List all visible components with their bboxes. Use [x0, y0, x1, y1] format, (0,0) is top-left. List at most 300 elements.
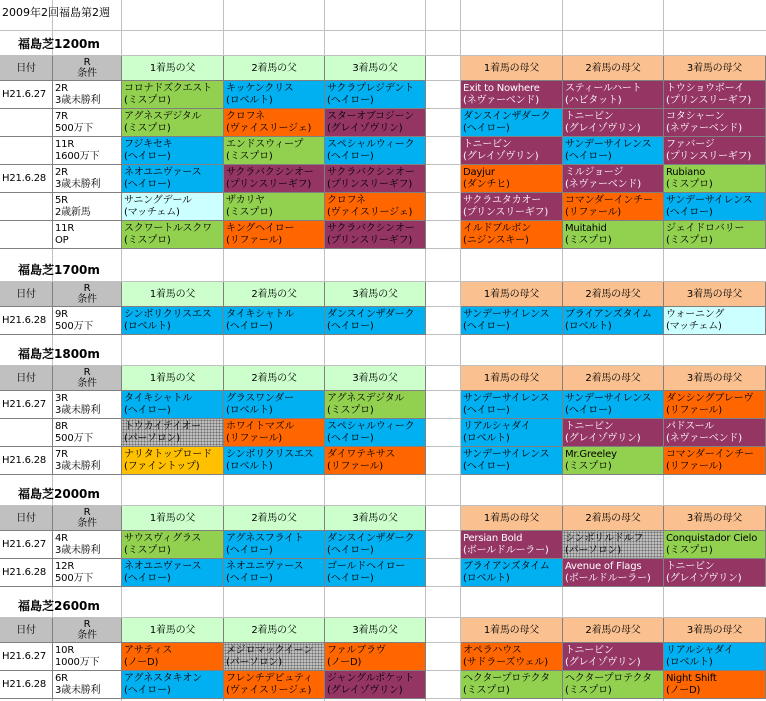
- sire-lineage: (ヴァイスリージェ): [226, 123, 312, 134]
- header-sire-3[interactable]: [325, 56, 426, 81]
- sire-name: アグネスデジタル: [124, 111, 202, 122]
- header-date-label: 日付: [16, 289, 36, 300]
- dam-sire-lineage: (ミスプロ): [463, 685, 510, 696]
- sire-cell[interactable]: [122, 307, 224, 335]
- sire-name: アサティス: [124, 645, 173, 656]
- sire-cell[interactable]: [325, 447, 426, 475]
- header-dam-sire-label: 2着馬の母父: [585, 289, 641, 300]
- header-date[interactable]: [0, 56, 53, 81]
- dam-sire-cell[interactable]: [563, 391, 664, 419]
- race-condition: 500万下: [55, 321, 94, 332]
- dam-sire-name: ファバージ: [666, 139, 715, 150]
- dam-sire-cell[interactable]: [563, 307, 664, 335]
- dam-sire-name: Dayjur: [463, 167, 495, 178]
- sire-cell[interactable]: [325, 307, 426, 335]
- dam-sire-cell[interactable]: [563, 193, 664, 221]
- dam-sire-lineage: (ヘイロー): [463, 461, 510, 472]
- sire-cell[interactable]: [224, 391, 325, 419]
- header-date-label: 日付: [16, 625, 36, 636]
- sire-cell[interactable]: [224, 137, 325, 165]
- header-sire-2[interactable]: [224, 282, 325, 307]
- dam-sire-name: トウショウボーイ: [666, 83, 745, 94]
- race-date-cell[interactable]: [0, 559, 53, 587]
- header-dam-sire-1[interactable]: [461, 56, 563, 81]
- sire-cell[interactable]: [224, 643, 325, 671]
- sire-lineage: (ヘイロー): [124, 151, 171, 162]
- header-dam-sire-2[interactable]: [563, 366, 664, 391]
- dam-sire-name: コマンダーインチー: [565, 195, 653, 206]
- header-dam-sire-2[interactable]: [563, 282, 664, 307]
- dam-sire-name: サンデーサイレンス: [565, 139, 652, 150]
- header-sire-label: 2着馬の父: [251, 63, 297, 74]
- sire-cell[interactable]: [122, 391, 224, 419]
- sire-cell[interactable]: [122, 643, 224, 671]
- header-sire-3[interactable]: [325, 366, 426, 391]
- sire-name: ゴールドヘイロー: [327, 561, 406, 572]
- race-cell[interactable]: [53, 643, 122, 671]
- dam-sire-cell[interactable]: [664, 671, 766, 699]
- dam-sire-cell[interactable]: [563, 165, 664, 193]
- header-race-r: R: [83, 283, 91, 294]
- race-number: 4R: [55, 533, 68, 544]
- header-race-r: R: [83, 367, 91, 378]
- sire-cell[interactable]: [325, 643, 426, 671]
- dam-sire-name: パドスール: [666, 421, 714, 432]
- dam-sire-cell[interactable]: [563, 447, 664, 475]
- dam-sire-lineage: (ミスプロ): [565, 235, 612, 246]
- sire-name: ザカリヤ: [226, 195, 265, 206]
- dam-sire-lineage: (ネヴァーベンド): [565, 179, 641, 190]
- header-sire-3[interactable]: [325, 618, 426, 643]
- sire-cell[interactable]: [325, 221, 426, 249]
- sire-cell[interactable]: [122, 419, 224, 447]
- sire-lineage: (グレイゾヴリン): [327, 685, 403, 696]
- dam-sire-lineage: (ミスプロ): [666, 235, 713, 246]
- sire-cell[interactable]: [224, 559, 325, 587]
- dam-sire-cell[interactable]: [664, 559, 766, 587]
- header-dam-sire-label: 1着馬の母父: [483, 63, 540, 74]
- race-cell[interactable]: [53, 307, 122, 335]
- sire-name: キングヘイロー: [226, 223, 295, 234]
- dam-sire-cell[interactable]: [461, 193, 563, 221]
- sire-cell[interactable]: [224, 419, 325, 447]
- header-dam-sire-3[interactable]: [664, 366, 766, 391]
- header-sire-label: 2着馬の父: [251, 289, 297, 300]
- dam-sire-cell[interactable]: [664, 109, 766, 137]
- dam-sire-name: ダンシングブレーヴ: [666, 393, 754, 404]
- header-race[interactable]: [53, 56, 122, 81]
- dam-sire-name: イルドブルボン: [463, 223, 531, 234]
- dam-sire-lineage: (ネヴァーベンド): [666, 433, 742, 444]
- dam-sire-name: ミルジョージ: [565, 167, 624, 178]
- header-sire-1[interactable]: [122, 506, 224, 531]
- header-date-label: 日付: [16, 513, 36, 524]
- header-dam-sire-label: 1着馬の母父: [483, 373, 540, 384]
- race-cell[interactable]: [53, 81, 122, 109]
- sire-lineage: (ノーD): [124, 657, 159, 668]
- dam-sire-lineage: (リファール): [666, 405, 723, 416]
- header-dam-sire-1[interactable]: [461, 282, 563, 307]
- race-cell[interactable]: [53, 193, 122, 221]
- sire-cell[interactable]: [325, 531, 426, 559]
- sire-cell[interactable]: [122, 193, 224, 221]
- sire-cell[interactable]: [325, 137, 426, 165]
- header-date[interactable]: [0, 618, 53, 643]
- sire-cell[interactable]: [325, 193, 426, 221]
- race-number: 12R: [55, 561, 75, 572]
- sire-name: エンドスウィープ: [226, 139, 304, 150]
- dam-sire-cell[interactable]: [461, 307, 563, 335]
- dam-sire-lineage: (ボールドルーラー): [463, 545, 549, 556]
- header-race[interactable]: [53, 282, 122, 307]
- sire-name: コロナドズクエスト: [124, 83, 212, 94]
- sire-lineage: (パーソロン): [124, 433, 181, 444]
- race-condition: 500万下: [55, 123, 94, 134]
- sire-lineage: (ファイントップ): [124, 461, 200, 472]
- dam-sire-name: ブライアンズタイム: [565, 309, 652, 320]
- sire-lineage: (ヘイロー): [124, 685, 171, 696]
- race-cell[interactable]: [53, 109, 122, 137]
- dam-sire-lineage: (ネヴァーベンド): [666, 123, 742, 134]
- sire-lineage: (プリンスリーギフ): [327, 235, 413, 246]
- header-date-label: 日付: [16, 373, 36, 384]
- sire-cell[interactable]: [325, 559, 426, 587]
- race-date-cell[interactable]: [0, 643, 53, 671]
- dam-sire-cell[interactable]: [664, 221, 766, 249]
- dam-sire-name: コタシャーン: [666, 111, 725, 122]
- sire-cell[interactable]: [325, 109, 426, 137]
- sire-name: スペシャルウィーク: [327, 421, 415, 432]
- header-sire-label: 3着馬の父: [352, 373, 398, 384]
- race-number: 7R: [55, 449, 68, 460]
- header-sire-2[interactable]: [224, 56, 325, 81]
- dam-sire-cell[interactable]: [664, 137, 766, 165]
- dam-sire-name: Exit to Nowhere: [463, 83, 540, 94]
- sire-lineage: (ヘイロー): [327, 151, 374, 162]
- sire-cell[interactable]: [224, 109, 325, 137]
- header-date[interactable]: [0, 506, 53, 531]
- sire-name: ダンスインザダーク: [327, 533, 415, 544]
- sire-name: ジャングルポケット: [327, 673, 414, 684]
- dam-sire-name: シンボリルドルフ: [565, 533, 644, 544]
- race-date-cell[interactable]: [0, 447, 53, 475]
- sire-cell[interactable]: [325, 671, 426, 699]
- sire-cell[interactable]: [224, 671, 325, 699]
- race-cell[interactable]: [53, 419, 122, 447]
- sire-cell[interactable]: [224, 81, 325, 109]
- header-sire-3[interactable]: [325, 282, 426, 307]
- header-dam-sire-1[interactable]: [461, 618, 563, 643]
- dam-sire-name: サクラユタカオー: [463, 195, 541, 206]
- dam-sire-cell[interactable]: [664, 193, 766, 221]
- sire-name: サクラバクシンオー: [226, 167, 314, 178]
- sire-name: ダンスインザダーク: [327, 309, 415, 320]
- sire-name: ナリタトップロード: [124, 449, 212, 460]
- sire-cell[interactable]: [122, 221, 224, 249]
- header-sire-1[interactable]: [122, 56, 224, 81]
- race-cell[interactable]: [53, 559, 122, 587]
- race-date-cell[interactable]: [0, 165, 53, 193]
- sire-cell[interactable]: [224, 221, 325, 249]
- sire-lineage: (ロベルト): [226, 461, 273, 472]
- dam-sire-cell[interactable]: [461, 137, 563, 165]
- dam-sire-lineage: (プリンスリーギフ): [666, 151, 752, 162]
- header-race-r: R: [83, 57, 91, 68]
- race-date-cell[interactable]: [0, 307, 53, 335]
- sire-lineage: (ヴァイスリージェ): [226, 685, 312, 696]
- dam-sire-cell[interactable]: [461, 671, 563, 699]
- race-cell[interactable]: [53, 671, 122, 699]
- dam-sire-lineage: (リファール): [666, 461, 723, 472]
- dam-sire-name: サンデーサイレンス: [463, 309, 550, 320]
- sire-name: サニングデール: [124, 195, 192, 206]
- header-sire-1[interactable]: [122, 618, 224, 643]
- race-condition: 1600万下: [55, 151, 100, 162]
- header-sire-label: 3着馬の父: [352, 289, 398, 300]
- dam-sire-lineage: (ヘイロー): [565, 151, 612, 162]
- dam-sire-name: サンデーサイレンス: [463, 393, 550, 404]
- header-dam-sire-label: 2着馬の母父: [585, 513, 641, 524]
- header-date[interactable]: [0, 366, 53, 391]
- race-condition: 3歳未勝利: [55, 545, 101, 556]
- header-sire-label: 1着馬の父: [149, 63, 196, 74]
- sire-lineage: (ヘイロー): [327, 433, 374, 444]
- race-number: 3R: [55, 393, 68, 404]
- race-date: H21.6.28: [2, 173, 47, 184]
- dam-sire-cell[interactable]: [461, 643, 563, 671]
- header-race-cond: 条件: [77, 518, 97, 529]
- dam-sire-cell[interactable]: [563, 109, 664, 137]
- dam-sire-lineage: (ミスプロ): [666, 545, 713, 556]
- sire-name: キッケンクリス: [226, 83, 294, 94]
- dam-sire-lineage: (グレイゾヴリン): [463, 151, 539, 162]
- header-sire-1[interactable]: [122, 366, 224, 391]
- header-race-r: R: [83, 507, 91, 518]
- sire-cell[interactable]: [325, 81, 426, 109]
- header-dam-sire-label: 1着馬の母父: [483, 513, 540, 524]
- race-date-cell[interactable]: [0, 419, 53, 447]
- sire-lineage: (ミスプロ): [124, 235, 171, 246]
- sire-lineage: (リファール): [226, 433, 283, 444]
- dam-sire-cell[interactable]: [664, 531, 766, 559]
- header-sire-label: 1着馬の父: [149, 513, 196, 524]
- sire-cell[interactable]: [122, 109, 224, 137]
- section-title: 福島芝2000m: [18, 487, 100, 501]
- dam-sire-name: トニービン: [666, 561, 715, 572]
- race-number: 8R: [55, 421, 68, 432]
- race-condition: 1000万下: [55, 657, 100, 668]
- sire-cell[interactable]: [122, 559, 224, 587]
- sire-cell[interactable]: [122, 447, 224, 475]
- sire-lineage: (マッチェム): [124, 207, 180, 218]
- dam-sire-cell[interactable]: [664, 307, 766, 335]
- dam-sire-lineage: (ロベルト): [463, 433, 510, 444]
- dam-sire-cell[interactable]: [664, 447, 766, 475]
- sire-name: クロフネ: [226, 111, 265, 122]
- sire-name: トウカイテイオー: [124, 421, 202, 432]
- header-dam-sire-1[interactable]: [461, 506, 563, 531]
- sire-cell[interactable]: [122, 137, 224, 165]
- dam-sire-cell[interactable]: [664, 419, 766, 447]
- header-dam-sire-2[interactable]: [563, 506, 664, 531]
- dam-sire-lineage: (グレイゾヴリン): [565, 657, 641, 668]
- section-title: 福島芝2600m: [18, 599, 100, 613]
- dam-sire-name: サンデーサイレンス: [463, 449, 550, 460]
- dam-sire-lineage: (ヘイロー): [463, 123, 510, 134]
- sire-cell[interactable]: [325, 391, 426, 419]
- race-date-cell[interactable]: [0, 137, 53, 165]
- sire-cell[interactable]: [224, 447, 325, 475]
- header-race[interactable]: [53, 366, 122, 391]
- dam-sire-cell[interactable]: [563, 643, 664, 671]
- sire-name: フジキセキ: [124, 139, 173, 150]
- header-dam-sire-3[interactable]: [664, 282, 766, 307]
- header-dam-sire-3[interactable]: [664, 56, 766, 81]
- header-dam-sire-label: 3着馬の母父: [686, 513, 743, 524]
- dam-sire-name: サンデーサイレンス: [666, 195, 753, 206]
- dam-sire-cell[interactable]: [664, 643, 766, 671]
- race-date-cell[interactable]: [0, 391, 53, 419]
- dam-sire-name: リアルシャダイ: [666, 645, 734, 656]
- dam-sire-lineage: (ミスプロ): [565, 685, 612, 696]
- sire-name: グラスワンダー: [226, 393, 294, 404]
- dam-sire-lineage: (ニジンスキー): [463, 235, 529, 246]
- dam-sire-cell[interactable]: [461, 447, 563, 475]
- header-dam-sire-3[interactable]: [664, 506, 766, 531]
- dam-sire-name: Conquistador Cielo: [666, 533, 758, 544]
- race-date: H21.6.27: [2, 89, 47, 100]
- dam-sire-cell[interactable]: [461, 419, 563, 447]
- race-cell[interactable]: [53, 447, 122, 475]
- dam-sire-cell[interactable]: [461, 81, 563, 109]
- header-dam-sire-2[interactable]: [563, 618, 664, 643]
- race-date-cell[interactable]: [0, 531, 53, 559]
- race-condition: 3歳未勝利: [55, 685, 101, 696]
- header-date[interactable]: [0, 282, 53, 307]
- header-sire-2[interactable]: [224, 366, 325, 391]
- header-dam-sire-3[interactable]: [664, 618, 766, 643]
- dam-sire-cell[interactable]: [563, 137, 664, 165]
- race-date-cell[interactable]: [0, 109, 53, 137]
- header-dam-sire-label: 1着馬の母父: [483, 625, 540, 636]
- sire-cell[interactable]: [224, 193, 325, 221]
- race-date: H21.6.28: [2, 455, 47, 466]
- race-cell[interactable]: [53, 221, 122, 249]
- sire-cell[interactable]: [224, 165, 325, 193]
- dam-sire-name: ヘクタープロテクタ: [463, 673, 550, 684]
- dam-sire-cell[interactable]: [461, 109, 563, 137]
- header-sire-label: 3着馬の父: [352, 625, 398, 636]
- dam-sire-name: サンデーサイレンス: [565, 393, 652, 404]
- header-sire-2[interactable]: [224, 618, 325, 643]
- dam-sire-cell[interactable]: [664, 81, 766, 109]
- sire-lineage: (プリンスリーギフ): [226, 179, 312, 190]
- sire-lineage: (ミスプロ): [124, 545, 171, 556]
- dam-sire-cell[interactable]: [563, 419, 664, 447]
- sire-name: アグネスフライト: [226, 533, 304, 544]
- header-sire-label: 3着馬の父: [352, 63, 398, 74]
- dam-sire-lineage: (ヘイロー): [463, 405, 510, 416]
- dam-sire-lineage: (プリンスリーギフ): [463, 207, 549, 218]
- sire-lineage: (ミスプロ): [124, 95, 171, 106]
- sire-cell[interactable]: [325, 419, 426, 447]
- dam-sire-cell[interactable]: [664, 165, 766, 193]
- header-sire-label: 1着馬の父: [149, 289, 196, 300]
- sire-cell[interactable]: [122, 165, 224, 193]
- header-sire-1[interactable]: [122, 282, 224, 307]
- race-date: H21.6.28: [2, 679, 47, 690]
- dam-sire-cell[interactable]: [461, 165, 563, 193]
- race-date-cell[interactable]: [0, 221, 53, 249]
- sire-cell[interactable]: [122, 531, 224, 559]
- race-cell[interactable]: [53, 137, 122, 165]
- header-dam-sire-1[interactable]: [461, 366, 563, 391]
- section-title: 福島芝1700m: [18, 263, 100, 277]
- sire-name: スペシャルウィーク: [327, 139, 415, 150]
- header-dam-sire-label: 2着馬の母父: [585, 625, 641, 636]
- sire-cell[interactable]: [122, 81, 224, 109]
- race-condition: 500万下: [55, 433, 94, 444]
- race-cell[interactable]: [53, 165, 122, 193]
- dam-sire-cell[interactable]: [664, 391, 766, 419]
- header-sire-2[interactable]: [224, 506, 325, 531]
- race-condition: 3歳未勝利: [55, 461, 101, 472]
- sire-cell[interactable]: [122, 671, 224, 699]
- dam-sire-cell[interactable]: [563, 221, 664, 249]
- dam-sire-cell[interactable]: [461, 531, 563, 559]
- race-date-cell[interactable]: [0, 193, 53, 221]
- header-dam-sire-2[interactable]: [563, 56, 664, 81]
- header-sire-label: 1着馬の父: [149, 625, 196, 636]
- dam-sire-cell[interactable]: [563, 671, 664, 699]
- sire-lineage: (ヴァイスリージェ): [327, 207, 413, 218]
- sire-cell[interactable]: [325, 165, 426, 193]
- sire-lineage: (ヘイロー): [124, 405, 171, 416]
- dam-sire-lineage: (ロベルト): [666, 657, 713, 668]
- race-date-cell[interactable]: [0, 81, 53, 109]
- race-date-cell[interactable]: [0, 671, 53, 699]
- race-date: H21.6.28: [2, 567, 47, 578]
- sire-lineage: (プリンスリーギフ): [327, 179, 413, 190]
- sire-name: タイキシャトル: [226, 309, 295, 320]
- dam-sire-lineage: (マッチェム): [666, 321, 722, 332]
- race-condition: 3歳未勝利: [55, 405, 101, 416]
- section-title: 福島芝1200m: [18, 37, 100, 51]
- sire-name: シンボリクリスエス: [124, 309, 212, 320]
- sire-lineage: (リファール): [327, 461, 384, 472]
- header-race[interactable]: [53, 618, 122, 643]
- sire-cell[interactable]: [224, 531, 325, 559]
- race-cell[interactable]: [53, 531, 122, 559]
- sire-lineage: (ロベルト): [226, 95, 273, 106]
- sire-name: メジロマックイーン: [226, 645, 314, 656]
- dam-sire-cell[interactable]: [563, 81, 664, 109]
- sire-name: ダイワテキサス: [327, 449, 395, 460]
- race-cell[interactable]: [53, 391, 122, 419]
- sire-cell[interactable]: [224, 307, 325, 335]
- dam-sire-cell[interactable]: [461, 221, 563, 249]
- header-sire-3[interactable]: [325, 506, 426, 531]
- dam-sire-cell[interactable]: [461, 391, 563, 419]
- dam-sire-cell[interactable]: [461, 559, 563, 587]
- dam-sire-cell[interactable]: [563, 559, 664, 587]
- header-dam-sire-label: 1着馬の母父: [483, 289, 540, 300]
- dam-sire-lineage: (ハビタット): [565, 95, 622, 106]
- header-race[interactable]: [53, 506, 122, 531]
- header-sire-label: 2着馬の父: [251, 513, 297, 524]
- dam-sire-name: リアルシャダイ: [463, 421, 531, 432]
- dam-sire-cell[interactable]: [563, 531, 664, 559]
